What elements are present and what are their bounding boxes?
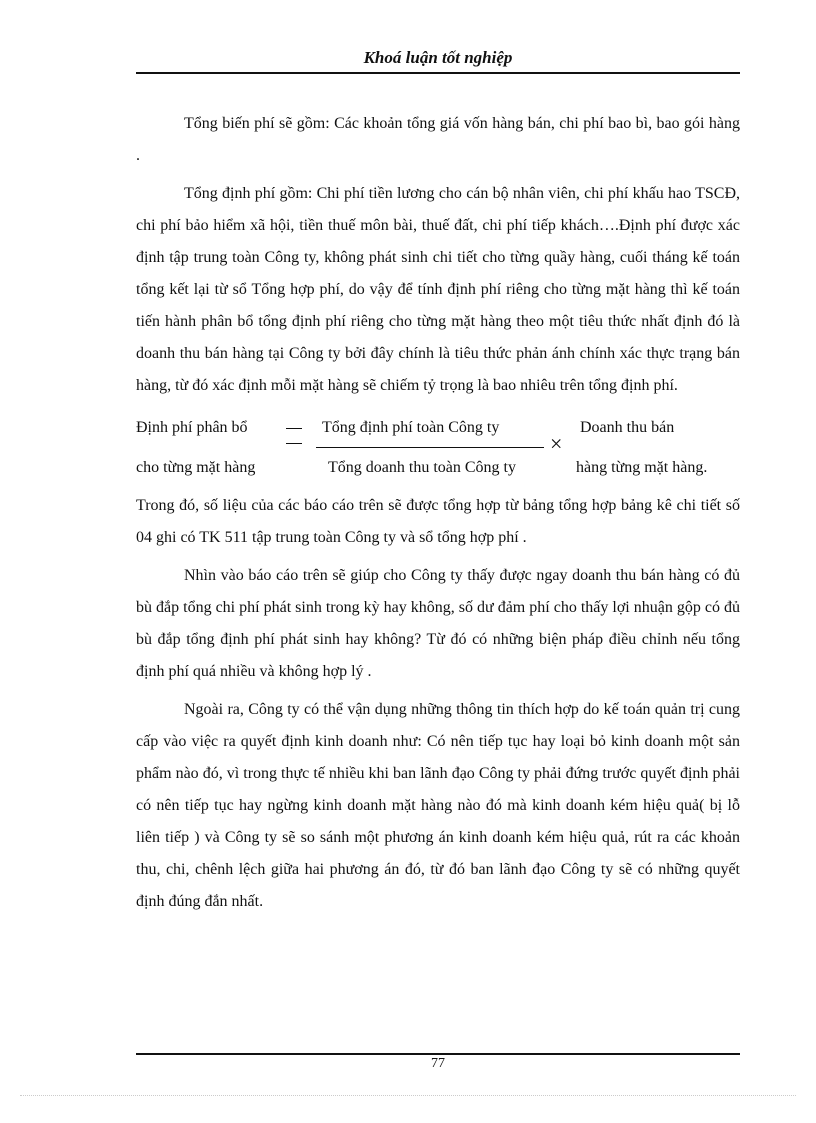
formula-left-line2: cho từng mặt hàng (136, 459, 256, 476)
formula-right-line2: hàng từng mặt hàng. (576, 459, 708, 476)
paragraph-fixed-costs: Tổng định phí gồm: Chi phí tiền lương cho cán bộ nhân viên, chi phí khấu hao TSCĐ, chi phí bảo hiểm xã hội, tiền thuế môn bài, thuế đất, chi phí tiếp khách….Định phí được xác định tập trung toàn Công ty, không phát sinh chi tiết cho từng quầy hàng, cuối tháng kế toán tổng kết lại từ sổ Tổng hợp phí, do vậy để tính định phí riêng cho từng mặt hàng thì kế toán tiến hành phân bổ tổng định phí riêng cho từng mặt hàng theo một tiêu thức nhất định đó là doanh thu bán hàng tại Công ty bởi đây chính là tiêu thức phản ánh chính xác thực trạng bán hàng, từ đó xác định mỗi mặt hàng sẽ chiếm tỷ trọng là bao nhiêu trên tổng định phí. (136, 185, 740, 394)
page-number: 77 (431, 1056, 445, 1071)
formula-equals-sign (286, 428, 302, 444)
paragraph-decision-making: Ngoài ra, Công ty có thể vận dụng những thông tin thích hợp do kế toán quản trị cung cấp vào việc ra quyết định kinh doanh như: Có nên tiếp tục hay loại bỏ kinh doanh một sản phẩm nào đó, vì trong thực tế nhiều khi ban lãnh đạo Công ty phải đứng trước quyết định phải có nên tiếp tục hay ngừng kinh doanh mặt hàng nào đó mà kinh doanh kém hiệu quả( bị lỗ liên tiếp ) và Công ty sẽ so sánh một phương án kinh doanh kém hiệu quả, rút ra các khoản thu, chi, chênh lệch giữa hai phương án đó, từ đó ban lãnh đạo Công ty sẽ có những quyết định đúng đắn nhất. (136, 701, 740, 910)
formula-left-line1: Định phí phân bổ (136, 419, 248, 436)
formula-fraction-bar (316, 447, 544, 448)
formula-denominator: Tổng doanh thu toàn Công ty (328, 459, 516, 476)
document-body (136, 108, 740, 924)
formula-numerator: Tổng định phí toàn Công ty (322, 419, 500, 436)
footer-rule (136, 1053, 740, 1055)
paragraph-variable-costs: Tổng biến phí sẽ gồm: Các khoản tổng giá vốn hàng bán, chi phí bao bì, bao gói hàng . (136, 115, 740, 164)
paragraph-data-source: Trong đó, số liệu của các báo cáo trên sẽ được tổng hợp từ bảng tổng hợp bảng kê chi tiết số 04 ghi có TK 511 tập trung toàn Công ty và sổ tổng hợp phí . (136, 497, 740, 546)
paragraph-report-insight: Nhìn vào báo cáo trên sẽ giúp cho Công ty thấy được ngay doanh thu bán hàng có đủ bù đắp tổng chi phí phát sinh trong kỳ hay không, số dư đảm phí cho thấy lợi nhuận gộp có đủ bù đắp tổng định phí phát sinh hay không? Từ đó có những biện pháp điều chỉnh nếu tổng định phí quá nhiều và không hợp lý . (136, 567, 740, 680)
formula-right-line1: Doanh thu bán (580, 419, 675, 436)
header-rule (136, 72, 740, 74)
page-edge-divider (20, 1095, 796, 1096)
allocation-formula (136, 408, 740, 486)
formula-times-sign: × (550, 431, 563, 456)
page-header-title: Khoá luận tốt nghiệp (363, 48, 513, 67)
